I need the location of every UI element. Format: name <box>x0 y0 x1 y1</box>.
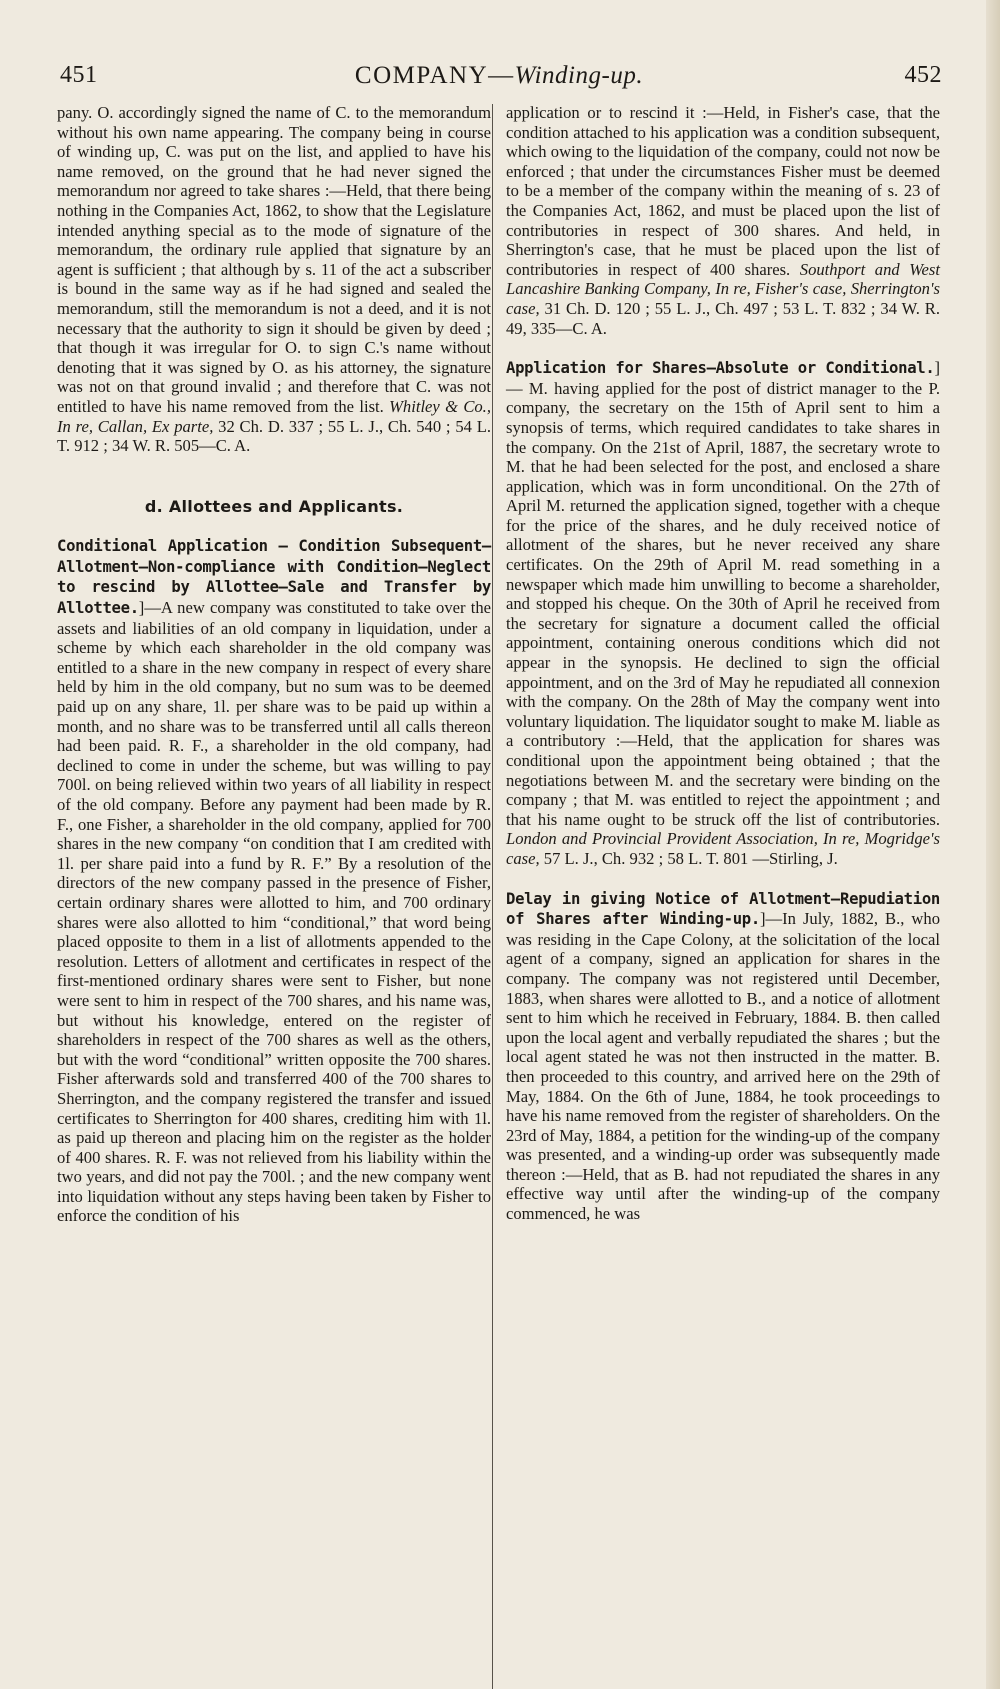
column-divider <box>492 104 493 1689</box>
running-title-italic: Winding-up. <box>514 62 644 89</box>
left-paragraph-continued <box>57 103 491 456</box>
paragraph-text: ]—In July, 1882, B., who was residing in the Cape Colony, at the solicitation of the local agent of a company, signed an application for shares in the company. The company was not registered until December, 1883, when shares were allotted to B., and a notice of allotment sent to him which he received in February, 1884. B. then called upon the local agent and verbally repudiated the shares ; but the local agent stated he was not then instructed in the matter. B. then proceeded to this country, and arrived here on the 29th of May, 1884. On the 6th of June, 1884, he took proceedings to have his name removed from the register of shareholders. On the 23rd of May, 1884, a petition for the winding-up of the company was presented, and a winding-up order was subsequently made thereon :—Held, that as B. had not repudiated the shares in any effective way until after the winding-up of the company commenced, he was <box>506 909 940 1224</box>
case-name: London and Provincial Provident Association, In re, Mogridge's case, <box>506 829 940 868</box>
case-citation: 32 Ch. D. 337 ; 55 L. J., Ch. 540 ; 54 L. T. 912 ; 34 W. R. 505—C. A. <box>57 416 491 456</box>
running-header <box>56 62 942 98</box>
page-number-right: 452 <box>904 62 942 88</box>
paragraph-heading: Delay in giving Notice of Allotment—Repudiation of Shares after Winding-up. <box>506 889 940 929</box>
case-name: Southport and West Lancashire Banking Company, In re, Fisher's case, Sherrington's case, <box>506 259 940 318</box>
running-title <box>56 62 942 90</box>
case-citation: 57 L. J., Ch. 932 ; 58 L. T. 801 —Stirling, J. <box>539 848 838 868</box>
paragraph-text: application or to rescind it :—Held, in Fisher's case, that the condition attached to his application was a condition subsequent, which owing to the liquidation of the company, could not now be enforced ; that under the circumstances Fisher must be deemed to be a member of the company within the meaning of s. 23 of the Companies Act, 1862, and must be placed upon the list of contributories in respect of 300 shares. And held, in Sherrington's case, that he must be placed upon the list of contributories in respect of 400 shares. <box>506 103 940 279</box>
left-column <box>57 103 491 1226</box>
paragraph-text: ] — M. having applied for the post of district manager to the P. company, the secretary on the 15th of April sent to him a synopsis of terms, which required candidates to take shares in the company. On the 21st of April, 1887, the secretary wrote to M. that he had been selected for the post, and enclosed a share application, which was in form unconditional. On the 27th of April M. returned the application signed, together with a cheque for the price of the shares, and he duly received notice of allotment of the shares, but he never received any share certificates. On the 29th of April M. read something in a newspaper which made him unwilling to become a shareholder, and stopped his cheque. On the 30th of April he received from the secretary for signature a document called the official appointment, containing onerous conditions which did not appear in the synopsis. He declined to sign the official appointment, and on the 3rd of May he repudiated all connexion with the company. On the 28th of May the company went into voluntary liquidation. The liquidator sought to make M. liable as a contributory :—Held, that the application for shares was conditional upon the appointment being obtained ; that the negotiations between M. and the secretary were binding on the company ; that M. was entitled to reject the appointment ; and that his name ought to be struck off the list of contributories. <box>506 358 940 829</box>
page-edge-shadow <box>986 0 1000 1689</box>
paragraph-text: ]—A new company was constituted to take over the assets and liabilities of an old company in liquidation, under a scheme by which each shareholder in the old company was entitled to a share in the new company in respect of every share held by him in the old company, but no sum was to be deemed paid up on any share, 1l. per share was to be paid up within a month, and no share was to be transferred until all calls thereon had been paid. R. F., a shareholder in the old company, had declined to come in under the scheme, but was willing to pay 700l. on being relieved within two years of all liability in respect of the old company. Before any payment had been made by R. F., one Fisher, a shareholder in the old company, applied for 700 shares in the new company “on condition that I am credited with 1l. per share paid into a fund by R. F.” By a resolution of the directors of the new company passed in the presence of Fisher, certain ordinary shares were allotted to him, and 700 ordinary shares were also allotted to him “conditional,” that word being placed opposite to them in a list of allotments appended to the resolution. Letters of allotment and certificates in respect of the first-mentioned ordinary shares were sent to Fisher, but none were sent to him in respect of the 700 shares, and his name was, but without his knowledge, entered on the register of shareholders in respect of the 700 shares as well as the others, but with the word “conditional” written opposite the 700 shares. Fisher afterwards sold and transferred 400 of the 700 shares to Sherrington, and the company registered the transfer and issued certificates to Sherrington for 400 shares, crediting him with 1l. as paid up thereon and placing him on the register as the holder of 400 shares. R. F. was not relieved from his liability within the two years, and did not pay the 700l. ; and the new company went into liquidation without any steps having been taken by Fisher to enforce the condition of his <box>57 598 491 1226</box>
right-paragraph-application-for-shares <box>506 358 940 868</box>
right-column <box>506 103 940 1224</box>
case-name: Whitley & Co., In re, Callan, Ex parte, <box>57 396 491 436</box>
running-title-main: COMPANY— <box>354 62 515 89</box>
left-paragraph-conditional-application <box>57 536 491 1226</box>
case-citation: 31 Ch. D. 120 ; 55 L. J., Ch. 497 ; 53 L. T. 832 ; 34 W. R. 49, 335—C. A. <box>506 298 940 338</box>
right-paragraph-continued <box>506 103 940 338</box>
paragraph-heading: Conditional Application — Condition Subsequent—Allotment—Non-compliance with Condition—Neglect to rescind by Allottee—Sale and Transfer by Allottee. <box>57 537 491 618</box>
page-number-left: 451 <box>60 62 98 88</box>
section-subheading: d. Allottees and Applicants. <box>144 496 404 516</box>
right-paragraph-delay-notice <box>506 889 940 1224</box>
paragraph-text: pany. O. accordingly signed the name of C. to the memorandum without his own name appearing. The company being in course of winding up, C. was put on the list, and applied to have his name removed, on the ground that he had never signed the memorandum nor agreed to take shares :—Held, that there being nothing in the Companies Act, 1862, to show that the Legislature intended anything special as to the mode of signature of the memorandum, the ordinary rule applied that signature by an agent is sufficient ; that although by s. 11 of the act a subscriber is bound in the same way as if he had signed and sealed the memorandum, still the memorandum is not a deed, and it is not necessary that the authority to sign it should be given by deed ; that though it was irregular for O. to sign C.'s name without denoting that it was signed by O. as his attorney, the signature was not on that ground invalid ; and therefore that C. was not entitled to have his name removed from the list. <box>57 103 491 416</box>
paragraph-heading: Application for Shares—Absolute or Conditional. <box>506 359 935 378</box>
